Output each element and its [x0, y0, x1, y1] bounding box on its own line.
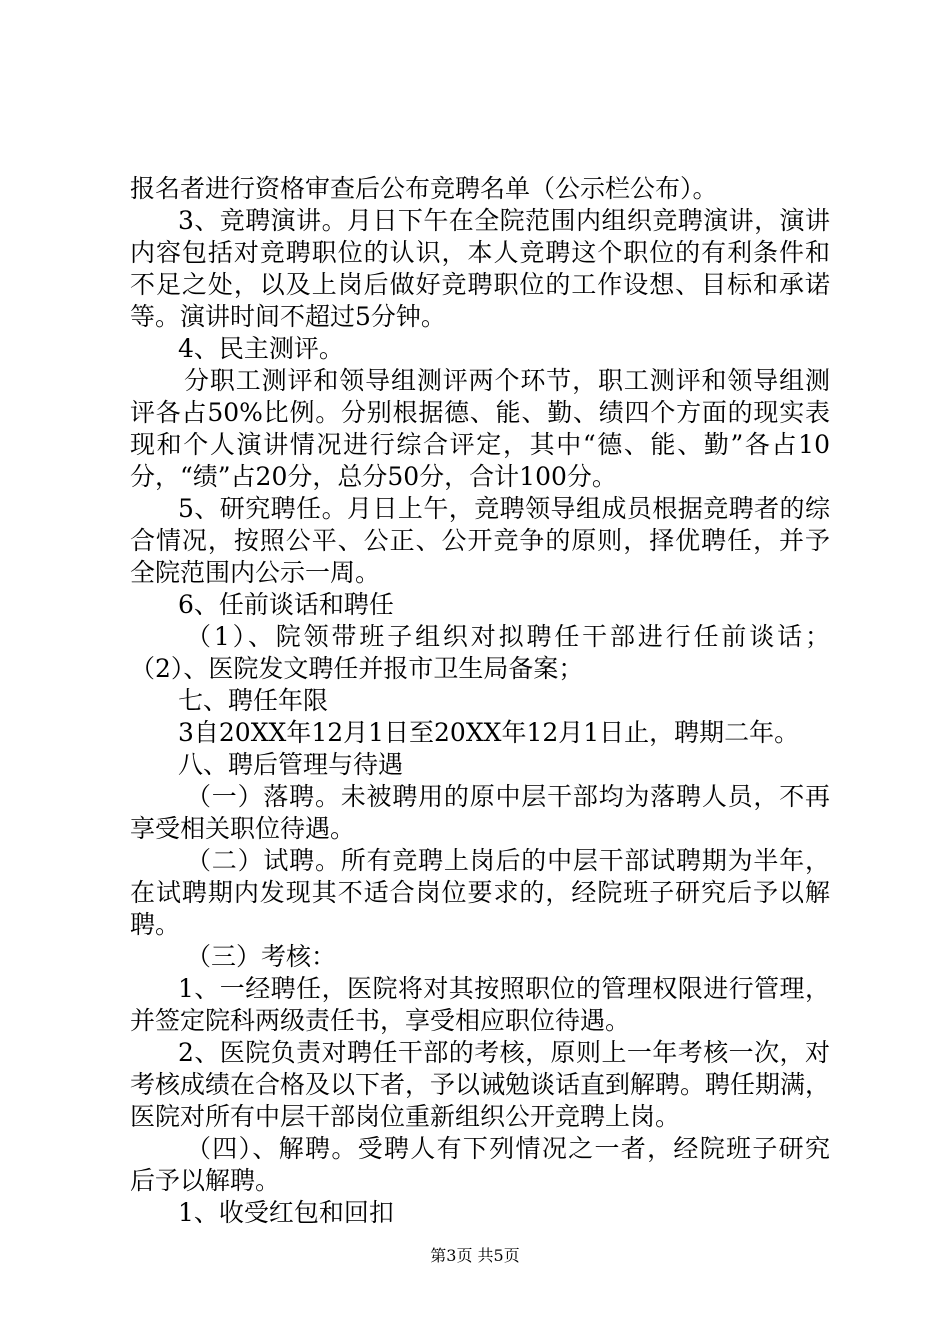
section-heading: 八、聘后管理与待遇 — [178, 750, 404, 779]
paragraph-line: 1、收受红包和回扣 — [178, 1198, 394, 1227]
paragraph-line: 5、研究聘任。月日上午，竞聘领导组成员根据竞聘者的综 — [178, 494, 830, 523]
paragraph-line: 全院范围内公示一周。 — [130, 558, 381, 587]
paragraph-line: 在试聘期内发现其不适合岗位要求的，经院班子研究后予以解 — [130, 878, 830, 907]
paragraph-line: 1、一经聘任，医院将对其按照职位的管理权限进行管理， — [178, 974, 830, 1003]
paragraph-line: 不足之处，以及上岗后做好竞聘职位的工作设想、目标和承诺 — [130, 270, 830, 299]
paragraph-line: 现和个人演讲情况进行综合评定，其中“德、能、勤”各占10 — [130, 430, 830, 459]
paragraph-line: 考核成绩在合格及以下者，予以诫勉谈话直到解聘。聘任期满， — [130, 1070, 831, 1099]
paragraph-line: （一）落聘。未被聘用的原中层干部均为落聘人员，不再 — [186, 782, 830, 811]
paragraph-line: 4、民主测评。 — [178, 334, 344, 363]
paragraph-line: （三）考核： — [186, 942, 337, 971]
paragraph-line: 等。演讲时间不超过5分钟。 — [130, 302, 446, 331]
paragraph-line: 聘。 — [130, 910, 181, 939]
paragraph-line: 分，“绩”占20分，总分50分，合计100分。 — [130, 462, 617, 491]
paragraph-line: （1）、院领带班子组织对拟聘任干部进行任前谈话； — [186, 622, 830, 651]
paragraph-line: 医院对所有中层干部岗位重新组织公开竞聘上岗。 — [130, 1102, 681, 1131]
paragraph-line: 报名者进行资格审查后公布竞聘名单（公示栏公布）。 — [130, 174, 718, 203]
paragraph-line: （四）、解聘。受聘人有下列情况之一者，经院班子研究 — [186, 1134, 830, 1163]
document-body — [130, 0, 830, 1344]
paragraph-line: 6、任前谈话和聘任 — [178, 590, 394, 619]
paragraph-line: 享受相关职位待遇。 — [130, 814, 356, 843]
paragraph-line: 分职工测评和领导组测评两个环节，职工测评和领导组测 — [184, 366, 830, 395]
paragraph-line: 内容包括对竞聘职位的认识，本人竞聘这个职位的有利条件和 — [130, 238, 830, 267]
section-heading: 七、聘任年限 — [178, 686, 329, 715]
page-number: 第3页 共5页 — [430, 1246, 520, 1265]
paragraph-line: 并签定院科两级责任书，享受相应职位待遇。 — [130, 1006, 631, 1035]
paragraph-line: （2）、医院发文聘任并报市卫生局备案； — [130, 654, 584, 683]
paragraph-line: 评各占50%比例。分别根据德、能、勤、绩四个方面的现实表 — [130, 398, 830, 427]
paragraph-line: （二）试聘。所有竞聘上岗后的中层干部试聘期为半年， — [186, 846, 830, 875]
paragraph-line: 合情况，按照公平、公正、公开竞争的原则，择优聘任，并予 — [130, 526, 830, 555]
paragraph-line: 后予以解聘。 — [130, 1166, 281, 1195]
paragraph-line: 3自20XX年12月1日至20XX年12月1日止，聘期二年。 — [178, 718, 800, 747]
paragraph-line: 3、竞聘演讲。月日下午在全院范围内组织竞聘演讲，演讲 — [178, 206, 830, 235]
paragraph-line: 2、医院负责对聘任干部的考核，原则上一年考核一次，对 — [178, 1038, 830, 1067]
